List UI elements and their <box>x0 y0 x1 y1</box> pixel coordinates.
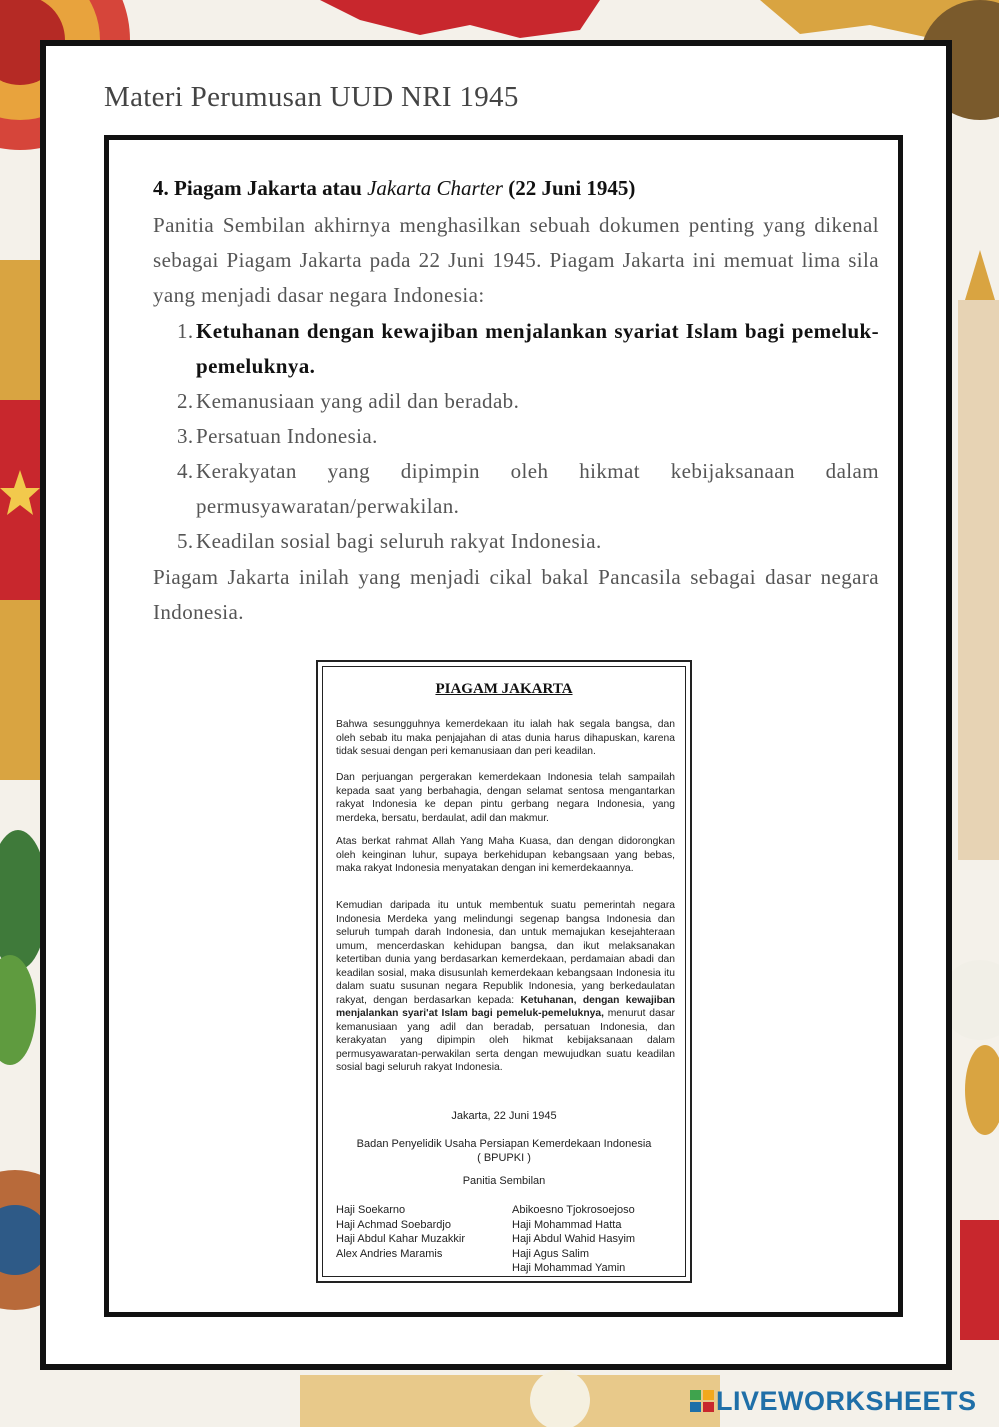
list-item-text: Keadilan sosial bagi seluruh rakyat Indonesia. <box>196 529 602 553</box>
garuda-emblem-icon <box>0 260 40 780</box>
page-title: Materi Perumusan UUD NRI 1945 <box>104 81 519 113</box>
list-item-number: 1. <box>177 319 194 343</box>
piagam-jakarta-document <box>316 660 692 1283</box>
closing-paragraph: Piagam Jakarta inilah yang menjadi cikal bakal Pancasila sebagai dasar negara Indonesia. <box>153 565 879 624</box>
document-paragraph-4 <box>336 899 675 1075</box>
signatory-name: Haji Achmad Soebardjo <box>336 1218 451 1231</box>
section-number: 4. <box>153 176 169 200</box>
content-box <box>104 135 903 1317</box>
liveworksheets-logo-icon <box>690 1390 714 1412</box>
document-paragraph-2: Dan perjuangan pergerakan kemerdekaan Indonesia telah sampailah kepada saat yang berbahagia, dengan selamat sentosa mengantarkan rakyat Indonesia ke depan pintu gerbang negara Indonesia, yang merdeka, bersatu, berdaulat, adil dan makmur. <box>336 772 675 824</box>
intro-paragraph: Panitia Sembilan akhirnya menghasilkan sebuah dokumen penting yang dikenal sebagai Piagam Jakarta pada 22 Juni 1945. Piagam Jakarta ini memuat lima sila yang menjadi dasar negara Indonesia: <box>153 213 879 307</box>
section-heading-italic: Jakarta Charter <box>367 176 503 200</box>
document-place-date: Jakarta, 22 Juni 1945 <box>451 1110 557 1122</box>
top-map-motif-icon <box>320 0 600 38</box>
list-item <box>177 524 879 559</box>
right-monument-icon <box>958 250 999 860</box>
document-paragraph-4-bold: Ketuhanan, dengan kewajiban menjalankan syari'at Islam bagi pemeluk-pemeluknya, <box>336 994 675 1019</box>
document-title: PIAGAM JAKARTA <box>435 681 573 697</box>
list-item-number: 3. <box>177 424 194 448</box>
list-item-text: Persatuan Indonesia. <box>196 424 378 448</box>
document-paragraph-4-end: menurut dasar kemanusiaan yang adil dan beradab, persatuan Indonesia, dan kerakyatan yang dipimpin oleh hikmat kebijaksanaan dalam permusyawaratan-perwakilan serta dengan mewujudkan suatu keadilan sosial bagi seluruh rakyat Indonesia. <box>336 1008 675 1073</box>
list-item <box>177 419 879 454</box>
document-committee: Panitia Sembilan <box>462 1175 546 1187</box>
section-heading-before: Piagam Jakarta atau <box>174 176 362 200</box>
sila-list <box>177 314 879 559</box>
list-item-text: Ketuhanan dengan kewajiban menjalankan syariat Islam bagi pemeluk-pemeluknya. <box>196 319 879 378</box>
signatories-left <box>336 1203 465 1261</box>
document-inner-border <box>322 666 686 1277</box>
list-item <box>177 454 879 524</box>
list-item <box>177 384 879 419</box>
signatory-name: Haji Abdul Kahar Muzakkir <box>336 1233 466 1245</box>
document-body-name: Badan Penyelidik Usaha Persiapan Kemerdekaan Indonesia <box>356 1138 652 1150</box>
list-item-number: 5. <box>177 529 194 553</box>
list-item-text: Kemanusiaan yang adil dan beradab. <box>196 389 520 413</box>
document-paragraph-4-start: Kemudian daripada itu untuk membentuk suatu pemerintah negara Indonesia Merdeka yang melindungi segenap bangsa Indonesia dan seluruh tumpah darah Indonesia, dan untuk memajukan kesejahteraan umum, mencerdaskan kehidupan bangsa, dan ikut melaksanakan ketertiban dunia yang berdasarkan kemerdekaan, perdamaian abadi dan keadilan sosial, maka disusunlah kemerdekaan kebangsaan Indonesia itu dalam suatu susunan negara Republik Indonesia, yang berkedaulatan rakyat, dengan berdasarkan kepada: <box>336 900 675 1006</box>
list-item-text: Kerakyatan yang dipimpin oleh hikmat kebijaksanaan dalam permusyawaratan/perwakilan. <box>196 459 879 518</box>
signatory-name: Haji Mohammad Hatta <box>512 1218 622 1231</box>
watermark-text: LIVEWORKSHEETS <box>716 1386 977 1416</box>
signatories-right <box>512 1203 635 1276</box>
document-paragraph-1: Bahwa sesungguhnya kemerdekaan itu ialah hak segala bangsa, dan oleh sebab itu maka penjajahan di atas dunia harus dihapuskan, karena tidak sesuai dengan peri kemanusiaan dan peri keadilan. <box>336 719 675 757</box>
bottom-flowers-icon <box>300 1370 720 1427</box>
signatory-name: Alex Andries Maramis <box>336 1247 443 1260</box>
signatory-name: Abikoesno Tjokrosoejoso <box>512 1204 635 1216</box>
liveworksheets-watermark[interactable] <box>690 1386 977 1417</box>
document-body-abbr: ( BPUPKI ) <box>477 1152 531 1164</box>
section-heading-after: (22 Juni 1945) <box>508 176 636 200</box>
list-item-number: 2. <box>177 389 194 413</box>
section-heading <box>153 176 635 201</box>
list-item <box>177 314 879 384</box>
list-item-number: 4. <box>177 459 194 483</box>
signatory-name: Haji Abdul Wahid Hasyim <box>512 1233 636 1245</box>
worksheet-card <box>40 40 952 1370</box>
signatory-name: Haji Mohammad Yamin <box>512 1262 626 1274</box>
signatory-name: Haji Soekarno <box>336 1204 406 1216</box>
document-paragraph-3: Atas berkat rahmat Allah Yang Maha Kuasa, dan dengan didorongkan oleh keinginan luhur, supaya berkehidupan kebangsaan yang bebas, maka rakyat Indonesia menyatakan dengan ini kemerdekaannya. <box>336 836 675 874</box>
signatory-name: Haji Agus Salim <box>512 1247 590 1260</box>
